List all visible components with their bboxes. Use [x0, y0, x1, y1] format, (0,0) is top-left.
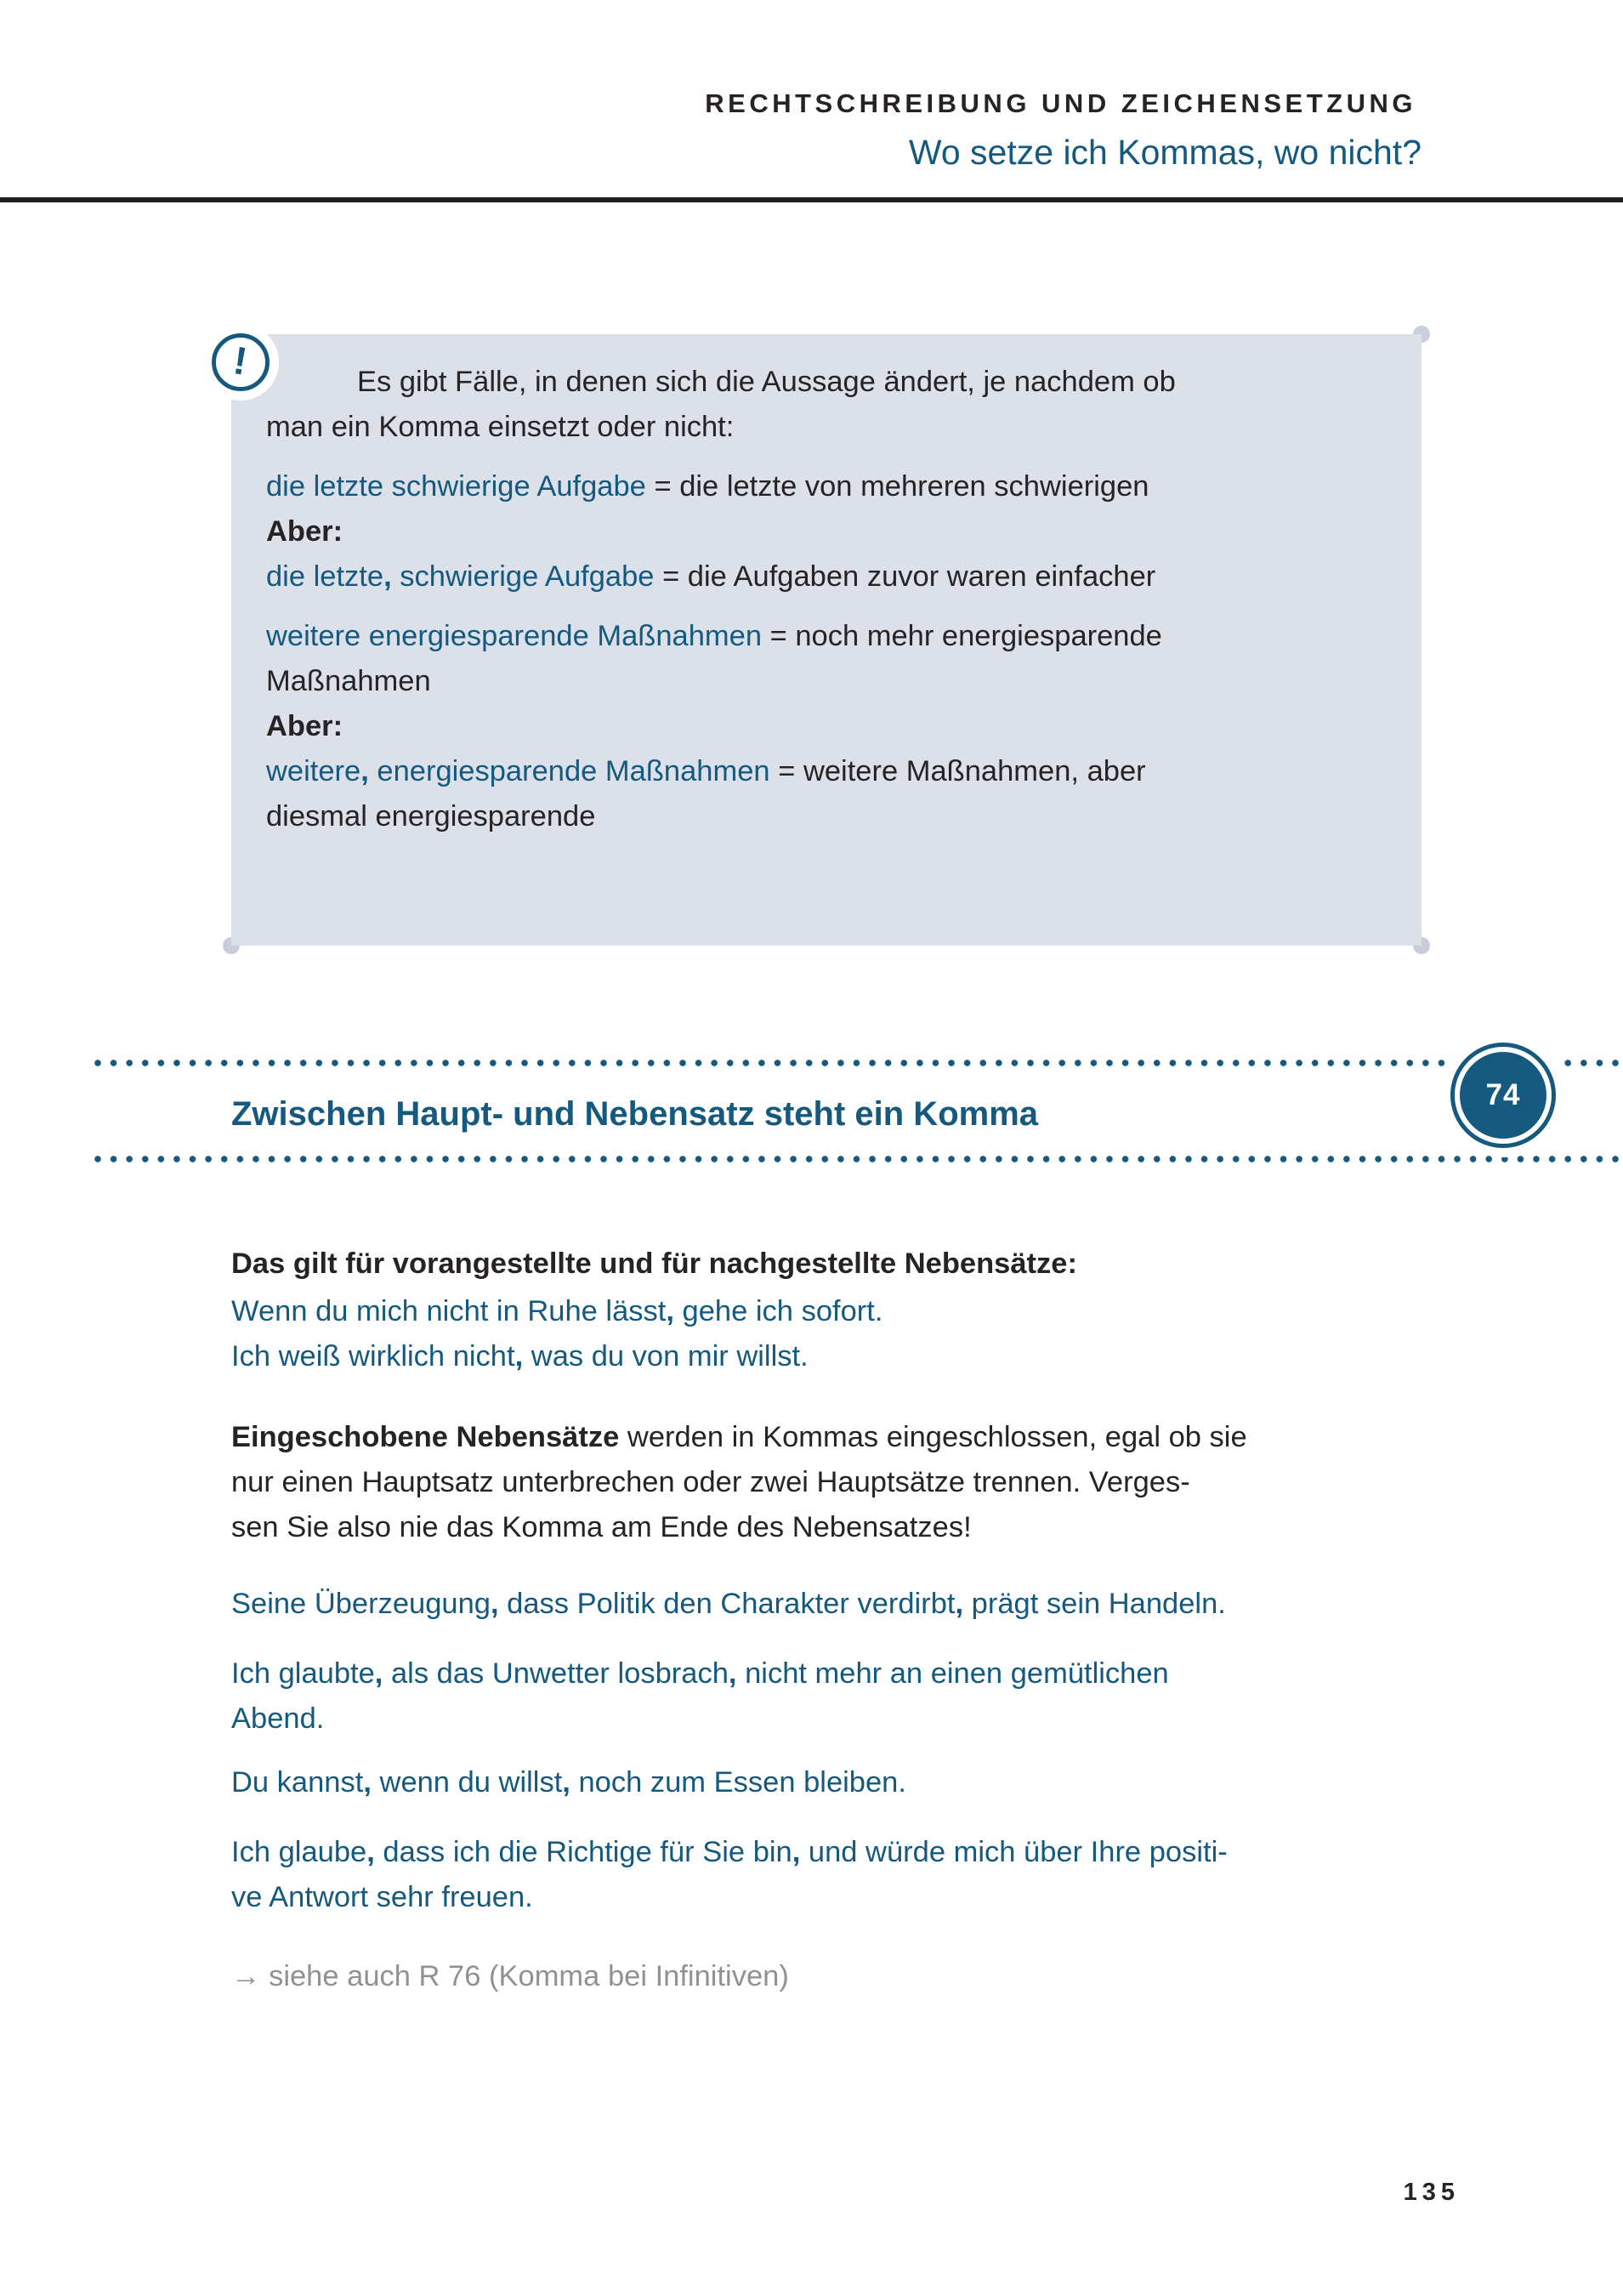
- text-segment: die letzte: [266, 560, 384, 593]
- text-segment: nur einen Hauptsatz unterbrechen oder zwei Hauptsätze trennen. Verges-: [231, 1466, 1190, 1498]
- text-line: [231, 1696, 1439, 1742]
- text-line: [266, 659, 1387, 704]
- text-segment: was du von mir willst.: [523, 1340, 809, 1372]
- text-segment: Ich glaube: [231, 1836, 367, 1868]
- text-segment: ,: [562, 1766, 570, 1799]
- text-segment: diesmal energiesparende: [266, 800, 596, 833]
- text-segment: man ein Komma einsetzt oder nicht:: [266, 411, 735, 443]
- cross-reference-note: [231, 1954, 1439, 1999]
- text-segment: Wenn du mich nicht in Ruhe lässt: [231, 1295, 667, 1327]
- text-line: [266, 509, 1387, 554]
- text-segment: ,: [360, 755, 369, 787]
- text-segment: noch zum Essen bleiben.: [570, 1766, 906, 1799]
- text-segment: Du kannst: [231, 1766, 364, 1799]
- text-segment: Maßnahmen: [266, 665, 431, 697]
- text-segment: gehe ich sofort.: [673, 1295, 883, 1327]
- text-segment: → siehe auch R 76 (Komma bei Infinitiven): [231, 1960, 789, 1992]
- text-line: [266, 405, 1387, 450]
- text-line: [231, 1582, 1439, 1627]
- info-box-example-1: [266, 464, 1387, 600]
- example-sentence-4: [231, 1830, 1439, 1920]
- text-segment: Ich weiß wirklich nicht: [231, 1340, 515, 1372]
- text-segment: die letzte schwierige Aufgabe: [266, 470, 646, 503]
- text-line: [231, 1875, 1439, 1920]
- rule-number-badge: [1450, 1043, 1556, 1148]
- text-line: [266, 614, 1387, 659]
- header-rule: [0, 197, 1623, 202]
- text-segment: Ich glaubte: [231, 1657, 375, 1690]
- example-sentence-3: [231, 1760, 1439, 1805]
- text-segment: prägt sein Handeln.: [963, 1588, 1226, 1620]
- text-line: [266, 704, 1387, 749]
- rule-number: 74: [1460, 1052, 1546, 1139]
- body-paragraph-eingeschoben: [231, 1415, 1439, 1550]
- text-segment: energiesparende Maßnahmen: [368, 755, 770, 787]
- text-segment: = noch mehr energiesparende: [762, 620, 1162, 652]
- text-line: [231, 1760, 1439, 1805]
- text-segment: Aber:: [266, 710, 343, 742]
- dotted-rule-top: [94, 1059, 1623, 1067]
- text-line: [266, 749, 1387, 794]
- text-segment: Eingeschobene Nebensätze: [231, 1421, 620, 1453]
- example-sentence-2: [231, 1651, 1439, 1742]
- text-segment: als das Unwetter losbrach: [383, 1657, 729, 1690]
- text-segment: ve Antwort sehr freuen.: [231, 1881, 533, 1913]
- text-segment: Es gibt Fälle, in denen sich die Aussage ändert, je nachdem ob: [357, 366, 1176, 398]
- text-line: [231, 1460, 1439, 1505]
- text-segment: weitere energiesparende Maßnahmen: [266, 620, 763, 652]
- text-segment: nicht mehr an einen gemütlichen: [736, 1657, 1169, 1690]
- text-segment: sen Sie also nie das Komma am Ende des Nebensatzes!: [231, 1511, 972, 1543]
- text-segment: weitere: [266, 755, 361, 787]
- text-line: [266, 794, 1387, 839]
- info-box-text: [231, 334, 1422, 839]
- text-segment: = die letzte von mehreren schwierigen: [645, 470, 1149, 503]
- text-segment: ,: [490, 1588, 499, 1620]
- example-group-1: [231, 1289, 1439, 1379]
- text-segment: werden in Kommas eingeschlossen, egal ob sie: [619, 1421, 1247, 1453]
- text-line: [231, 1415, 1439, 1460]
- dotted-rule-bottom: [94, 1155, 1623, 1163]
- info-box-example-2: [266, 614, 1387, 839]
- text-segment: ,: [955, 1588, 964, 1620]
- text-segment: ,: [363, 1766, 372, 1799]
- text-line: [231, 1289, 1439, 1334]
- text-segment: dass ich die Richtige für Sie bin: [374, 1836, 792, 1868]
- text-segment: ,: [383, 560, 392, 593]
- text-line: [231, 1651, 1439, 1696]
- text-segment: = die Aufgaben zuvor waren einfacher: [654, 560, 1156, 593]
- text-segment: schwierige Aufgabe: [391, 560, 655, 593]
- text-segment: ,: [514, 1340, 524, 1372]
- body-intro: [231, 1242, 1439, 1287]
- text-segment: dass Politik den Charakter verdirbt: [498, 1588, 956, 1620]
- text-segment: ,: [792, 1836, 801, 1868]
- text-segment: Abend.: [231, 1702, 325, 1735]
- rule-title: Zwischen Haupt- und Nebensatz steht ein Komma: [231, 1095, 1039, 1133]
- text-line: [266, 464, 1387, 509]
- text-line: [266, 360, 1387, 405]
- text-segment: und würde mich über Ihre positi-: [800, 1836, 1228, 1868]
- text-line: [231, 1954, 1439, 1999]
- text-line: [231, 1242, 1439, 1287]
- text-segment: ,: [366, 1836, 375, 1868]
- text-line: [266, 554, 1387, 600]
- text-segment: Das gilt für vorangestellte und für nachgestellte Nebensätze:: [231, 1247, 1077, 1280]
- text-segment: = weitere Maßnahmen, aber: [769, 755, 1146, 787]
- text-segment: ,: [374, 1657, 383, 1690]
- text-line: [231, 1334, 1439, 1379]
- text-segment: ,: [666, 1295, 674, 1327]
- text-segment: wenn du willst: [371, 1766, 563, 1799]
- chapter-eyebrow: RECHTSCHREIBUNG UND ZEICHENSETZUNG: [705, 88, 1416, 118]
- chapter-subtitle: Wo setze ich Kommas, wo nicht?: [908, 133, 1422, 172]
- example-sentence-1: [231, 1582, 1439, 1627]
- text-segment: Aber:: [266, 515, 343, 548]
- page-number: 135: [1403, 2179, 1460, 2206]
- exclamation-glyph: !: [230, 338, 251, 384]
- text-line: [231, 1505, 1439, 1550]
- info-box-intro: [266, 360, 1387, 450]
- attention-info-box: [231, 334, 1422, 946]
- text-line: [231, 1830, 1439, 1875]
- text-segment: Seine Überzeugung: [231, 1588, 491, 1620]
- text-segment: ,: [728, 1657, 737, 1690]
